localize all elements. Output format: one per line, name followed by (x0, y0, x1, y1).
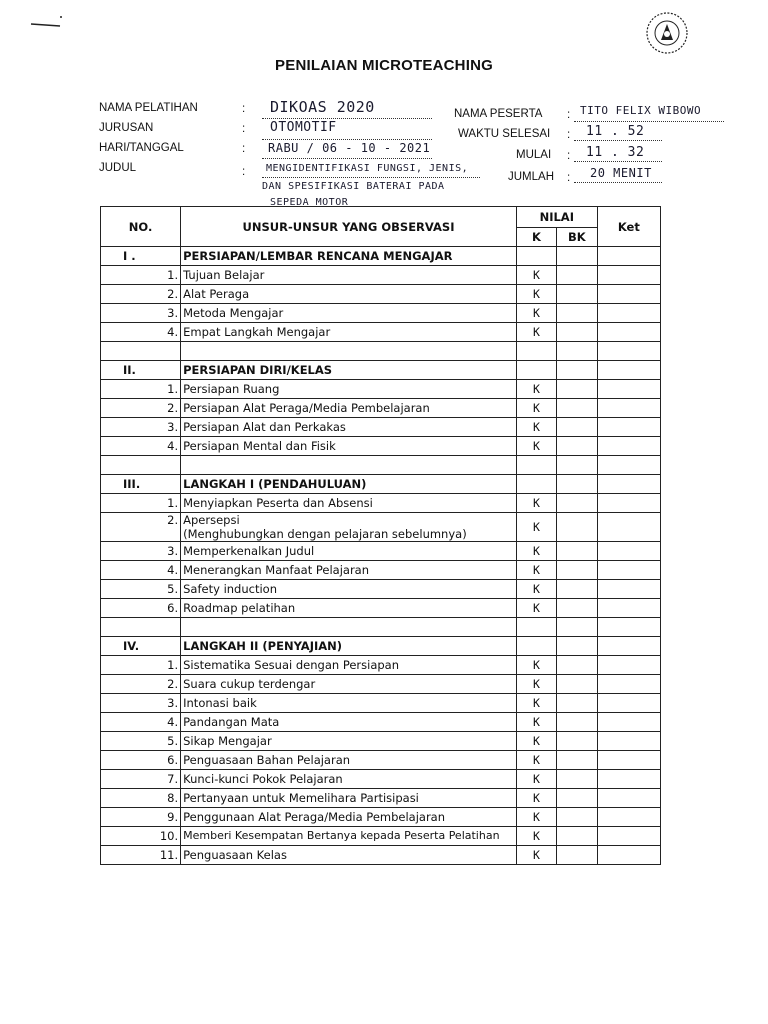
waktu-selesai-label: WAKTU SELESAI (458, 128, 551, 140)
k-mark: K (516, 751, 556, 770)
k-mark: K (516, 808, 556, 827)
dotted-line (262, 118, 432, 119)
table-row (101, 494, 661, 513)
table-row (101, 266, 661, 285)
header-k: K (516, 228, 556, 247)
page-title: PENILAIAN MICROTEACHING (275, 57, 493, 74)
blank-row (101, 342, 661, 361)
table-row (101, 580, 661, 599)
k-mark: K (516, 789, 556, 808)
item-text: Persiapan Alat Peraga/Media Pembelajaran (181, 399, 517, 418)
section-row (101, 247, 661, 266)
dotted-line (574, 161, 662, 162)
k-mark: K (516, 656, 556, 675)
colon: : (242, 166, 246, 178)
item-text: Persiapan Alat dan Perkakas (181, 418, 517, 437)
item-text: Penggunaan Alat Peraga/Media Pembelajaran (181, 808, 517, 827)
jumlah-value: 20 MENIT (590, 166, 652, 180)
colon: : (567, 150, 571, 162)
k-mark: K (516, 304, 556, 323)
colon: : (567, 109, 571, 121)
k-mark: K (516, 827, 556, 846)
section-title: PERSIAPAN/LEMBAR RENCANA MENGAJAR (181, 247, 517, 266)
k-mark: K (516, 770, 556, 789)
colon: : (242, 143, 246, 155)
blank-row (101, 618, 661, 637)
item-no: 1. (101, 656, 181, 675)
blank-row (101, 456, 661, 475)
judul-label: JUDUL (99, 162, 137, 174)
table-row (101, 751, 661, 770)
item-text: Pandangan Mata (181, 713, 517, 732)
item-no: 1. (101, 266, 181, 285)
k-mark: K (516, 418, 556, 437)
k-mark: K (516, 694, 556, 713)
institution-logo-icon (644, 10, 690, 56)
item-text: Menyiapkan Peserta dan Absensi (181, 494, 517, 513)
section-no: II. (101, 361, 181, 380)
judul-value-line2: DAN SPESIFIKASI BATERAI PADA (262, 181, 445, 192)
mulai-label: MULAI (516, 149, 552, 161)
item-text: Suara cukup terdengar (181, 675, 517, 694)
table-row (101, 323, 661, 342)
k-mark: K (516, 561, 556, 580)
item-no: 8. (101, 789, 181, 808)
table-row (101, 732, 661, 751)
table-row (101, 561, 661, 580)
item-text: Sikap Mengajar (181, 732, 517, 751)
table-row (101, 399, 661, 418)
judul-value-line3: SEPEDA MOTOR (270, 197, 349, 208)
table-row (101, 437, 661, 456)
item-no: 4. (101, 713, 181, 732)
header-ket: Ket (597, 207, 660, 247)
k-mark: K (516, 513, 556, 542)
nama-pelatihan-label: NAMA PELATIHAN (99, 102, 198, 114)
jumlah-label: JUMLAH (508, 171, 555, 183)
table-row (101, 827, 661, 846)
k-mark: K (516, 542, 556, 561)
k-mark: K (516, 399, 556, 418)
item-no: 6. (101, 751, 181, 770)
section-title: LANGKAH I (PENDAHULUAN) (181, 475, 517, 494)
header-bk: BK (557, 228, 598, 247)
item-no: 2. (101, 675, 181, 694)
item-text: Kunci-kunci Pokok Pelajaran (181, 770, 517, 789)
item-text: Safety induction (181, 580, 517, 599)
item-text: Memberi Kesempatan Bertanya kepada Peserta Pelatihan (181, 827, 517, 846)
colon: : (567, 129, 571, 141)
nama-peserta-label: NAMA PESERTA (454, 108, 543, 120)
dotted-line (574, 121, 724, 122)
item-no: 10. (101, 827, 181, 846)
item-text: Menerangkan Manfaat Pelajaran (181, 561, 517, 580)
dotted-line (262, 139, 432, 140)
item-text: Sistematika Sesuai dengan Persiapan (181, 656, 517, 675)
k-mark: K (516, 846, 556, 865)
colon: : (242, 123, 246, 135)
item-text: Persiapan Ruang (181, 380, 517, 399)
item-text: Memperkenalkan Judul (181, 542, 517, 561)
section-title: LANGKAH II (PENYAJIAN) (181, 637, 517, 656)
header-unsur: UNSUR-UNSUR YANG OBSERVASI (181, 207, 517, 247)
item-no: 4. (101, 323, 181, 342)
corner-mark (30, 14, 64, 30)
item-text: Empat Langkah Mengajar (181, 323, 517, 342)
table-row (101, 599, 661, 618)
dotted-line (574, 140, 662, 141)
hari-tanggal-label: HARI/TANGGAL (99, 142, 184, 154)
table-header-row (101, 207, 661, 228)
item-no: 3. (101, 694, 181, 713)
assessment-table (100, 206, 661, 865)
item-text: Pertanyaan untuk Memelihara Partisipasi (181, 789, 517, 808)
hari-tanggal-value: RABU / 06 - 10 - 2021 (268, 141, 431, 155)
table-row (101, 418, 661, 437)
item-no: 3. (101, 418, 181, 437)
jurusan-value: OTOMOTIF (270, 120, 337, 135)
dotted-line (574, 182, 662, 183)
table-row (101, 808, 661, 827)
k-mark: K (516, 323, 556, 342)
item-text: Penguasaan Bahan Pelajaran (181, 751, 517, 770)
mulai-value: 11 . 32 (586, 145, 645, 160)
dotted-line (262, 177, 480, 178)
item-text: Roadmap pelatihan (181, 599, 517, 618)
item-no: 11. (101, 846, 181, 865)
section-no: III. (101, 475, 181, 494)
item-text-line2: (Menghubungkan dengan pelajaran sebelumnya) (183, 527, 467, 541)
k-mark: K (516, 285, 556, 304)
table-row (101, 694, 661, 713)
item-no: 2. (101, 513, 181, 542)
section-no: I . (101, 247, 181, 266)
item-no: 1. (101, 494, 181, 513)
k-mark: K (516, 580, 556, 599)
k-mark: K (516, 732, 556, 751)
k-mark: K (516, 713, 556, 732)
item-text: Intonasi baik (181, 694, 517, 713)
item-no: 4. (101, 437, 181, 456)
table-row (101, 285, 661, 304)
item-text: Persiapan Mental dan Fisik (181, 437, 517, 456)
item-text (181, 513, 517, 542)
nama-pelatihan-value: DIKOAS 2020 (270, 98, 375, 116)
table-row (101, 675, 661, 694)
item-no: 2. (101, 285, 181, 304)
table-row (101, 846, 661, 865)
item-no: 7. (101, 770, 181, 789)
item-no: 3. (101, 542, 181, 561)
section-row (101, 361, 661, 380)
judul-value-line1: MENGIDENTIFIKASI FUNGSI, JENIS, (266, 163, 469, 174)
jurusan-label: JURUSAN (99, 122, 154, 134)
k-mark: K (516, 266, 556, 285)
item-no: 2. (101, 399, 181, 418)
header-no: NO. (101, 207, 181, 247)
table-row (101, 770, 661, 789)
section-no: IV. (101, 637, 181, 656)
colon: : (242, 103, 246, 115)
item-text: Alat Peraga (181, 285, 517, 304)
dotted-line (262, 158, 432, 159)
table-row (101, 789, 661, 808)
header-nilai: NILAI (516, 207, 597, 228)
item-no: 4. (101, 561, 181, 580)
item-no: 3. (101, 304, 181, 323)
waktu-selesai-value: 11 . 52 (586, 124, 645, 139)
item-text: Metoda Mengajar (181, 304, 517, 323)
section-title: PERSIAPAN DIRI/KELAS (181, 361, 517, 380)
k-mark: K (516, 675, 556, 694)
k-mark: K (516, 599, 556, 618)
table-row (101, 656, 661, 675)
item-no: 9. (101, 808, 181, 827)
item-text: Penguasaan Kelas (181, 846, 517, 865)
item-text-line1: Apersepsi (183, 513, 240, 527)
item-no: 6. (101, 599, 181, 618)
item-text: Tujuan Belajar (181, 266, 517, 285)
item-no: 1. (101, 380, 181, 399)
table-row (101, 513, 661, 542)
section-row (101, 637, 661, 656)
table-row (101, 713, 661, 732)
item-no: 5. (101, 580, 181, 599)
section-row (101, 475, 661, 494)
k-mark: K (516, 380, 556, 399)
colon: : (567, 172, 571, 184)
item-no: 5. (101, 732, 181, 751)
nama-peserta-value: TITO FELIX WIBOWO (580, 104, 702, 117)
table-row (101, 304, 661, 323)
k-mark: K (516, 494, 556, 513)
table-row (101, 380, 661, 399)
k-mark: K (516, 437, 556, 456)
table-row (101, 542, 661, 561)
